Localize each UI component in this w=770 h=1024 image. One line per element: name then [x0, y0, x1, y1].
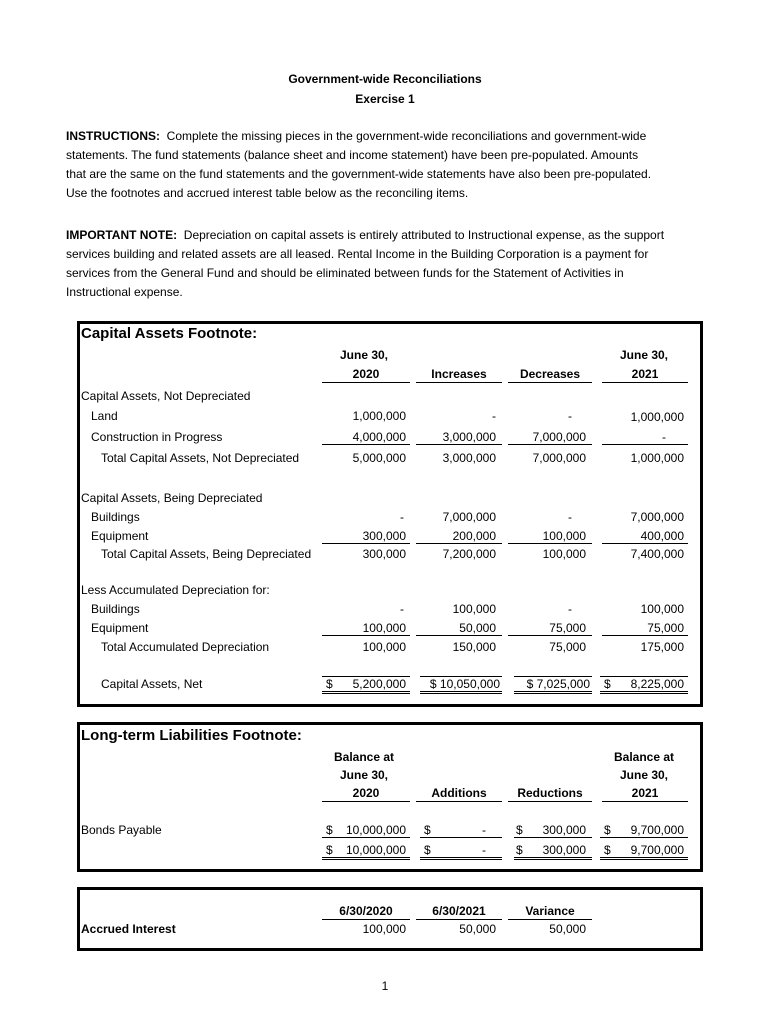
- cell-accrued-2020: 100,000: [362, 922, 406, 936]
- cell-tbd-2021: 7,400,000: [630, 547, 684, 561]
- cell-abld-increases: 100,000: [452, 602, 496, 616]
- important-note-line: services from the General Fund and should be eliminated between funds for the Statement of Activities in: [66, 266, 624, 280]
- cell-tnd-decreases: 7,000,000: [532, 451, 586, 465]
- cell-tnd-2021: 1,000,000: [630, 451, 684, 465]
- cell-eqp-2021: 400,000: [602, 529, 688, 544]
- ltl-col-additions: Additions: [416, 786, 502, 802]
- row-label-bonds-payable: Bonds Payable: [81, 823, 162, 837]
- col-header-increases: Increases: [416, 367, 502, 383]
- ltl-col4-line3: 2021: [602, 786, 688, 802]
- cell-bonds-total-additions: $ -: [420, 843, 502, 860]
- ltl-col1-line1: Balance at: [333, 750, 395, 764]
- ltl-col1-line2: June 30,: [339, 768, 389, 782]
- row-label-equipment: Equipment: [91, 529, 149, 543]
- row-label-construction: Construction in Progress: [91, 430, 223, 444]
- row-label-total-being-depreciated: Total Capital Assets, Being Depreciated: [101, 547, 312, 561]
- cell-land-2020: 1,000,000: [352, 409, 406, 423]
- accrued-col-variance: Variance: [508, 904, 592, 920]
- ltl-col-reductions: Reductions: [508, 786, 592, 802]
- cell-tbd-2020: 300,000: [362, 547, 406, 561]
- cell-net-decreases: $ 7,025,000: [514, 676, 592, 694]
- col-header-decreases: Decreases: [508, 367, 592, 383]
- cell-eqp-decreases: 100,000: [508, 529, 592, 544]
- cell-cip-increases: 3,000,000: [416, 430, 502, 445]
- cell-bonds-additions: $ -: [420, 823, 502, 838]
- row-label-total-not-depreciated: Total Capital Assets, Not Depreciated: [101, 451, 300, 465]
- cell-tad-2021: 175,000: [640, 640, 684, 654]
- cell-net-increases: $ 10,050,000: [420, 676, 502, 694]
- ltl-col1-line3: 2020: [322, 786, 410, 802]
- cell-tad-increases: 150,000: [452, 640, 496, 654]
- cell-bld-2020: -: [400, 510, 404, 524]
- ltl-col4-line2: June 30,: [619, 768, 669, 782]
- row-label-land: Land: [91, 409, 118, 423]
- cell-bonds-reductions: $ 300,000: [514, 823, 592, 838]
- cell-bld-increases: 7,000,000: [442, 510, 496, 524]
- cell-land-decreases: -: [568, 409, 572, 423]
- capital-assets-footnote-title: Capital Assets Footnote:: [81, 325, 258, 342]
- cell-net-2021: $ 8,225,000: [600, 676, 688, 694]
- important-note-line: services building and related assets are all leased. Rental Income in the Building Corporation is a payment for: [66, 247, 649, 261]
- accrued-col-2020: 6/30/2020: [322, 904, 410, 920]
- important-note-line: Depreciation on capital assets is entirely attributed to Instructional expense, as the support: [183, 228, 665, 242]
- section-not-depreciated: Capital Assets, Not Depreciated: [81, 389, 251, 403]
- cell-tnd-increases: 3,000,000: [442, 451, 496, 465]
- important-note-paragraph: [66, 226, 706, 302]
- cell-eqp-2020: 300,000: [322, 529, 410, 544]
- cell-tbd-increases: 7,200,000: [442, 547, 496, 561]
- cell-tad-2020: 100,000: [362, 640, 406, 654]
- cell-accrued-2021: 50,000: [459, 922, 496, 936]
- cell-bonds-total-2020: $ 10,000,000: [322, 843, 410, 860]
- cell-abld-decreases: -: [568, 602, 572, 616]
- cell-net-2020: $ 5,200,000: [322, 676, 410, 694]
- instructions-label: INSTRUCTIONS:: [66, 129, 160, 143]
- cell-aeqp-2020: 100,000: [322, 621, 410, 636]
- row-label-total-acc-depreciation: Total Accumulated Depreciation: [101, 640, 270, 654]
- cell-tad-decreases: 75,000: [549, 640, 586, 654]
- cell-bonds-2020: $ 10,000,000: [322, 823, 410, 838]
- cell-aeqp-2021: 75,000: [602, 621, 688, 636]
- instructions-line: that are the same on the fund statements and the government-wide statements have also been pre-populated.: [66, 167, 652, 181]
- row-label-acc-buildings: Buildings: [91, 602, 140, 616]
- cell-cip-2021: -: [602, 430, 688, 445]
- page-number: 1: [381, 979, 389, 993]
- cell-bonds-total-reductions: $ 300,000: [514, 843, 592, 860]
- page-subtitle: Exercise 1: [355, 92, 415, 106]
- section-accumulated-depreciation: Less Accumulated Depreciation for:: [81, 583, 270, 597]
- col-header-june-2021-line2: 2021: [602, 367, 688, 383]
- cell-abld-2020: -: [400, 602, 404, 616]
- accrued-col-2021: 6/30/2021: [416, 904, 502, 920]
- long-term-liabilities-title: Long-term Liabilities Footnote:: [81, 727, 302, 744]
- cell-cip-decreases: 7,000,000: [508, 430, 592, 445]
- row-label-accrued-interest: Accrued Interest: [81, 922, 176, 936]
- cell-cip-2020: 4,000,000: [322, 430, 410, 445]
- cell-land-2021: 1,000,000: [630, 410, 684, 424]
- cell-abld-2021: 100,000: [640, 602, 684, 616]
- instructions-paragraph: [66, 127, 706, 203]
- instructions-line: statements. The fund statements (balance sheet and income statement) have been pre-populated. Amounts: [66, 148, 639, 162]
- cell-bld-decreases: -: [568, 510, 572, 524]
- important-note-line: Instructional expense.: [66, 285, 183, 299]
- section-being-depreciated: Capital Assets, Being Depreciated: [81, 491, 263, 505]
- cell-bld-2021: 7,000,000: [630, 510, 684, 524]
- important-note-label: IMPORTANT NOTE:: [66, 228, 178, 242]
- col-header-june-2020-line1: June 30,: [339, 348, 389, 362]
- col-header-june-2021-line1: June 30,: [619, 348, 669, 362]
- row-label-capital-assets-net: Capital Assets, Net: [101, 677, 203, 691]
- cell-land-increases: -: [492, 409, 496, 423]
- cell-aeqp-decreases: 75,000: [508, 621, 592, 636]
- instructions-line: Complete the missing pieces in the government-wide reconciliations and government-wide: [166, 129, 647, 143]
- cell-tbd-decreases: 100,000: [542, 547, 586, 561]
- instructions-line: Use the footnotes and accrued interest table below as the reconciling items.: [66, 186, 469, 200]
- cell-accrued-variance: 50,000: [549, 922, 586, 936]
- cell-bonds-2021: $ 9,700,000: [600, 823, 688, 838]
- cell-eqp-increases: 200,000: [416, 529, 502, 544]
- cell-tnd-2020: 5,000,000: [352, 451, 406, 465]
- page-title: Government-wide Reconciliations: [288, 72, 482, 86]
- cell-aeqp-increases: 50,000: [416, 621, 502, 636]
- col-header-june-2020-line2: 2020: [322, 367, 410, 383]
- row-label-buildings: Buildings: [91, 510, 140, 524]
- ltl-col4-line1: Balance at: [613, 750, 675, 764]
- cell-bonds-total-2021: $ 9,700,000: [600, 843, 688, 860]
- row-label-acc-equipment: Equipment: [91, 621, 149, 635]
